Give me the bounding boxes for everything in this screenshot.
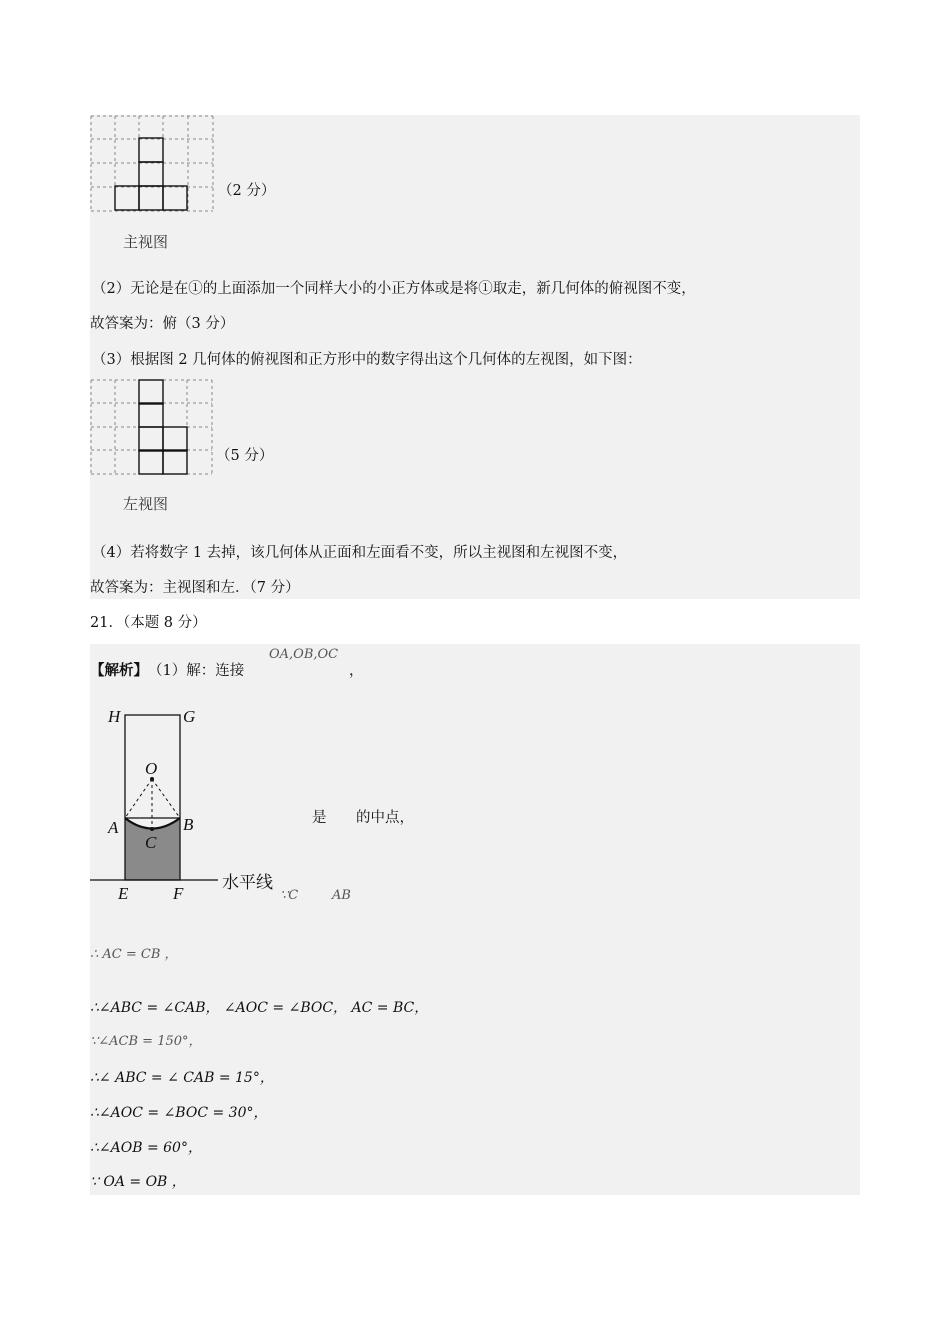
caption-left-view: 左视图 xyxy=(123,495,169,513)
front-view-figure xyxy=(90,115,215,213)
step-7: ∵ OA = OB ， xyxy=(90,1174,186,1190)
midpoint-text: 的中点， xyxy=(356,810,414,826)
step-5: ∴∠AOC = ∠BOC = 30°， xyxy=(90,1105,268,1121)
arc-ab: AB xyxy=(332,888,351,903)
score-2: （2 分） xyxy=(218,183,276,199)
geometry-figure xyxy=(90,700,360,910)
analysis-text: （1）解：连接 xyxy=(148,663,245,679)
label-G: G xyxy=(183,707,196,726)
part4-line1: （4）若将数字 1 去掉，该几何体从正面和左面看不变，所以主视图和左视图不变， xyxy=(92,545,628,561)
connect-math: OA,OB,OC xyxy=(269,647,339,662)
left-view-figure xyxy=(90,379,215,477)
part4-line2: 故答案为：主视图和左．（7 分） xyxy=(90,580,300,596)
connect-comma: ， xyxy=(349,663,364,679)
step-3: ∵∠ACB = 150°， xyxy=(90,1034,202,1049)
label-horizontal: 水平线 xyxy=(222,873,273,893)
caption-front-view: 主视图 xyxy=(123,233,169,251)
analysis-label: 【解析】 xyxy=(90,662,148,679)
label-C: C xyxy=(145,833,157,852)
step-4: ∴∠ ABC = ∠ CAB = 15°， xyxy=(90,1070,274,1086)
midpoint-is: 是 xyxy=(312,810,327,826)
label-B: B xyxy=(183,815,194,834)
label-F: F xyxy=(173,884,184,903)
step-2: ∴∠ABC = ∠CAB， ∠AOC = ∠BOC， AC = BC， xyxy=(90,1000,429,1016)
question-21-header: 21．（本题 8 分） xyxy=(90,615,207,631)
label-O: O xyxy=(145,759,158,778)
step-1: ∴ AC = CB ， xyxy=(90,947,178,962)
label-A: A xyxy=(108,818,119,837)
score-5: （5 分） xyxy=(216,448,274,464)
because-c: ∵C xyxy=(280,888,299,903)
part3-line: （3）根据图 2 几何体的俯视图和正方形中的数字得出这个几何体的左视图，如下图： xyxy=(92,352,642,368)
step-6: ∴∠AOB = 60°， xyxy=(90,1140,202,1156)
part2-line2: 故答案为：俯（3 分） xyxy=(90,316,235,332)
label-H: H xyxy=(108,707,121,726)
part2-line1: （2）无论是在①的上面添加一个同样大小的小正方体或是将①取走，新几何体的俯视图不变， xyxy=(92,281,696,297)
label-E: E xyxy=(118,884,129,903)
